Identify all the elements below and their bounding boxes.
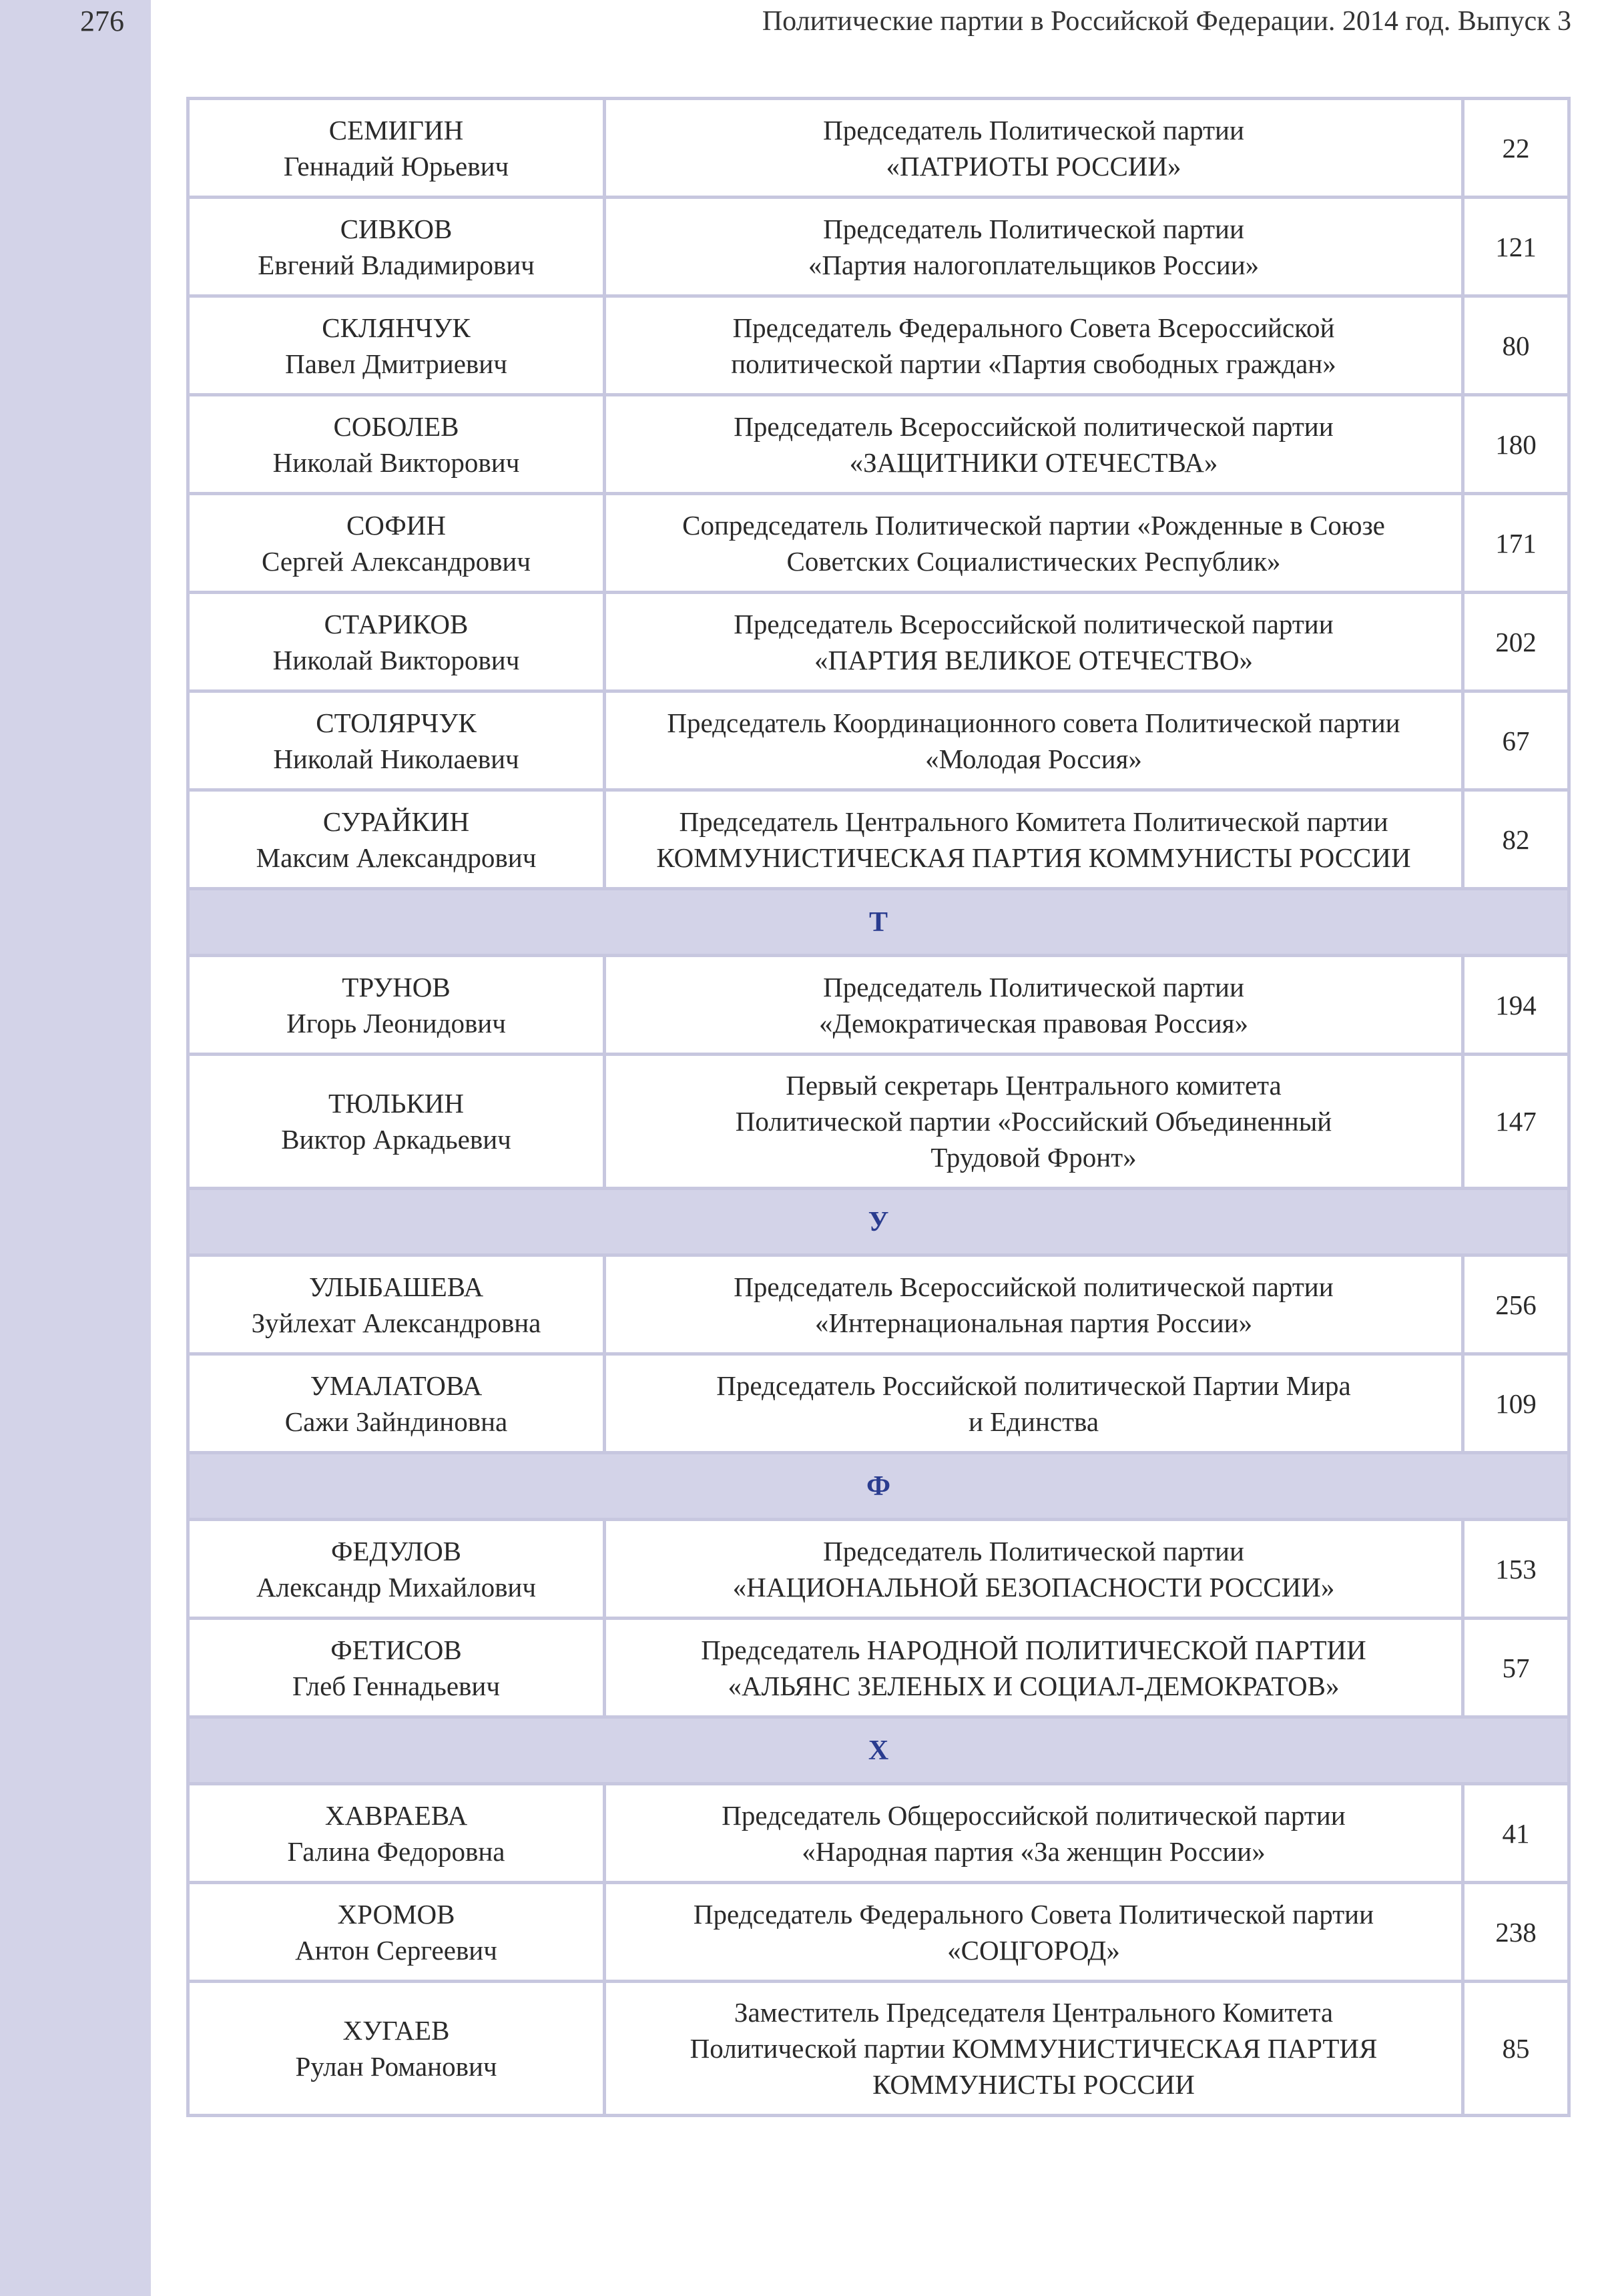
table-row: [188, 395, 1569, 494]
position-cell: [605, 1982, 1463, 2116]
surname: ФЕДУЛОВ: [330, 1535, 462, 1566]
given-names: Геннадий Юрьевич: [283, 150, 509, 182]
surname: ХУГАЕВ: [342, 2015, 450, 2046]
given-names: Николай Викторович: [272, 447, 520, 478]
position-line: «ЗАЩИТНИКИ ОТЕЧЕСТВА»: [849, 447, 1218, 478]
position-line: Председатель Российской политической Партии Мира: [716, 1370, 1351, 1401]
table-row: [188, 1354, 1569, 1453]
position-line: «Партия налогоплательщиков России»: [808, 249, 1260, 280]
position-cell: [605, 99, 1463, 198]
position-line: Политической партии КОММУНИСТИЧЕСКАЯ ПАРТИЯ: [690, 2033, 1378, 2064]
page-reference: 180: [1463, 395, 1569, 494]
person-name-cell: [188, 1619, 605, 1717]
position-cell: [605, 1055, 1463, 1189]
position-cell: [605, 1619, 1463, 1717]
given-names: Антон Сергеевич: [295, 1934, 497, 1966]
position-line: «Демократическая правовая Россия»: [818, 1007, 1248, 1039]
position-cell: [605, 1255, 1463, 1354]
surname: ФЕТИСОВ: [330, 1634, 462, 1665]
position-line: Председатель Политической партии: [823, 971, 1244, 1002]
given-names: Игорь Леонидович: [286, 1007, 506, 1039]
table-row: [188, 1520, 1569, 1619]
position-line: Председатель Всероссийской политической партии: [734, 1271, 1334, 1302]
table-row: [188, 691, 1569, 790]
given-names: Александр Михайлович: [256, 1571, 536, 1603]
position-line: Председатель Федерального Совета Всероссийской: [732, 312, 1335, 343]
section-header-row: [188, 1717, 1569, 1784]
person-name-cell: [188, 1255, 605, 1354]
surname: УЛЫБАШЕВА: [308, 1271, 484, 1302]
position-line: Председатель Политической партии: [823, 114, 1244, 146]
person-name-cell: [188, 198, 605, 296]
position-cell: [605, 790, 1463, 889]
position-line: «СОЦГОРОД»: [947, 1934, 1120, 1966]
position-line: Председатель Общероссийской политической партии: [722, 1799, 1346, 1831]
party-leaders-table: [186, 97, 1571, 2117]
table-row: [188, 1883, 1569, 1982]
page-reference: 67: [1463, 691, 1569, 790]
table-row: [188, 198, 1569, 296]
surname: ТЮЛЬКИН: [328, 1088, 465, 1119]
section-header-row: [188, 1453, 1569, 1520]
person-name-cell: [188, 593, 605, 691]
position-cell: [605, 1883, 1463, 1982]
given-names: Сергей Александрович: [262, 545, 531, 577]
page-reference: 171: [1463, 494, 1569, 593]
surname: СТОЛЯРЧУК: [316, 707, 477, 738]
person-name-cell: [188, 691, 605, 790]
person-name-cell: [188, 1784, 605, 1883]
position-line: КОММУНИСТЫ РОССИИ: [872, 2069, 1195, 2100]
given-names: Евгений Владимирович: [258, 249, 535, 280]
page-reference: 109: [1463, 1354, 1569, 1453]
position-line: Председатель Всероссийской политической партии: [734, 608, 1334, 639]
page-reference: 80: [1463, 296, 1569, 395]
person-name-cell: [188, 494, 605, 593]
table-row: [188, 1255, 1569, 1354]
position-line: «ПАРТИЯ ВЕЛИКОЕ ОТЕЧЕСТВО»: [814, 644, 1253, 675]
position-line: «Интернациональная партия России»: [814, 1307, 1253, 1338]
given-names: Сажи Зайндиновна: [284, 1406, 508, 1437]
position-line: Сопредседатель Политической партии «Рожденные в Союзе: [682, 509, 1385, 541]
surname: СЕМИГИН: [328, 114, 464, 146]
position-line: Председатель Всероссийской политической партии: [734, 410, 1334, 442]
position-line: «НАЦИОНАЛЬНОЙ БЕЗОПАСНОСТИ РОССИИ»: [732, 1571, 1335, 1603]
page-number: 276: [80, 5, 124, 37]
table-row: [188, 1982, 1569, 2116]
page-reference: 256: [1463, 1255, 1569, 1354]
page-reference: 153: [1463, 1520, 1569, 1619]
table-row: [188, 494, 1569, 593]
position-line: и Единства: [968, 1406, 1099, 1437]
position-cell: [605, 395, 1463, 494]
person-name-cell: [188, 1982, 605, 2116]
surname: СОФИН: [346, 509, 447, 541]
position-line: «Народная партия «За женщин России»: [802, 1835, 1266, 1867]
section-letter: Т: [188, 889, 1569, 956]
position-line: Председатель Федерального Совета Политической партии: [693, 1898, 1374, 1930]
surname: СОБОЛЕВ: [333, 410, 459, 442]
given-names: Зуйлехат Александровна: [251, 1307, 541, 1338]
given-names: Николай Викторович: [272, 644, 520, 675]
page-reference: 194: [1463, 956, 1569, 1055]
position-line: Заместитель Председателя Центрального Комитета: [734, 1997, 1334, 2028]
surname: УМАЛАТОВА: [310, 1370, 483, 1401]
position-line: Советских Социалистических Республик»: [786, 545, 1281, 577]
section-letter: Х: [188, 1717, 1569, 1784]
table-row: [188, 790, 1569, 889]
page-reference: 121: [1463, 198, 1569, 296]
position-line: КОММУНИСТИЧЕСКАЯ ПАРТИЯ КОММУНИСТЫ РОССИИ: [656, 842, 1411, 873]
given-names: Максим Александрович: [256, 842, 537, 873]
position-line: Трудовой Фронт»: [930, 1142, 1137, 1173]
person-name-cell: [188, 99, 605, 198]
table-row: [188, 956, 1569, 1055]
position-line: Председатель Центрального Комитета Политической партии: [679, 806, 1388, 837]
person-name-cell: [188, 1055, 605, 1189]
surname: СУРАЙКИН: [322, 806, 470, 837]
page-reference: 85: [1463, 1982, 1569, 2116]
person-name-cell: [188, 1354, 605, 1453]
position-cell: [605, 296, 1463, 395]
position-cell: [605, 593, 1463, 691]
table-row: [188, 99, 1569, 198]
position-line: «ПАТРИОТЫ РОССИИ»: [886, 150, 1181, 182]
table-row: [188, 593, 1569, 691]
position-line: политической партии «Партия свободных граждан»: [731, 348, 1336, 379]
position-line: Председатель Координационного совета Политической партии: [667, 707, 1400, 738]
given-names: Галина Федоровна: [287, 1835, 505, 1867]
position-line: Председатель Политической партии: [823, 1535, 1244, 1566]
section-header-row: [188, 1189, 1569, 1255]
position-cell: [605, 691, 1463, 790]
side-strip: [0, 0, 151, 2296]
person-name-cell: [188, 1883, 605, 1982]
page-reference: 147: [1463, 1055, 1569, 1189]
person-name-cell: [188, 296, 605, 395]
position-cell: [605, 494, 1463, 593]
surname: ХРОМОВ: [337, 1898, 455, 1930]
position-cell: [605, 1784, 1463, 1883]
surname: СИВКОВ: [340, 213, 453, 244]
surname: СТАРИКОВ: [324, 608, 469, 639]
given-names: Глеб Геннадьевич: [292, 1670, 500, 1701]
table-row: [188, 1619, 1569, 1717]
given-names: Рулан Романович: [295, 2051, 497, 2082]
position-line: «Молодая Россия»: [925, 743, 1142, 774]
person-name-cell: [188, 956, 605, 1055]
position-line: Председатель Политической партии: [823, 213, 1244, 244]
table-row: [188, 1055, 1569, 1189]
position-line: Первый секретарь Центрального комитета: [786, 1070, 1282, 1101]
given-names: Павел Дмитриевич: [285, 348, 507, 379]
page-reference: 82: [1463, 790, 1569, 889]
position-cell: [605, 198, 1463, 296]
surname: ХАВРАЕВА: [324, 1799, 468, 1831]
person-name-cell: [188, 790, 605, 889]
page-reference: 238: [1463, 1883, 1569, 1982]
surname: СКЛЯНЧУК: [322, 312, 471, 343]
position-cell: [605, 956, 1463, 1055]
table-row: [188, 1784, 1569, 1883]
given-names: Виктор Аркадьевич: [281, 1124, 511, 1155]
position-line: Председатель НАРОДНОЙ ПОЛИТИЧЕСКОЙ ПАРТИИ: [701, 1634, 1366, 1665]
section-header-row: [188, 889, 1569, 956]
section-letter: У: [188, 1189, 1569, 1255]
page-reference: 41: [1463, 1784, 1569, 1883]
person-name-cell: [188, 1520, 605, 1619]
surname: ТРУНОВ: [342, 971, 451, 1002]
position-line: «АЛЬЯНС ЗЕЛЕНЫХ И СОЦИАЛ-ДЕМОКРАТОВ»: [728, 1670, 1340, 1701]
person-name-cell: [188, 395, 605, 494]
page-reference: 57: [1463, 1619, 1569, 1717]
table-row: [188, 296, 1569, 395]
position-cell: [605, 1520, 1463, 1619]
section-letter: Ф: [188, 1453, 1569, 1520]
position-cell: [605, 1354, 1463, 1453]
given-names: Николай Николаевич: [273, 743, 519, 774]
position-line: Политической партии «Российский Объединенный: [735, 1106, 1332, 1137]
page-reference: 22: [1463, 99, 1569, 198]
page-reference: 202: [1463, 593, 1569, 691]
running-title: Политические партии в Российской Федерации. 2014 год. Выпуск 3: [762, 6, 1571, 37]
